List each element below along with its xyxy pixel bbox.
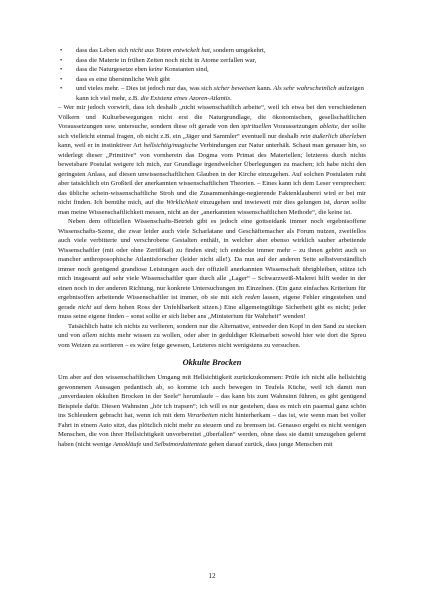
emphasis-text: Verarbeiten: [187, 412, 218, 419]
document-page: [58, 46, 366, 449]
bullet-item: • dass es eine übersinnliche Welt gibt: [58, 75, 366, 85]
page-number: 12: [208, 572, 216, 580]
emphasis-text: rein äußerlich überleben: [300, 132, 366, 140]
emphasis-text: allem: [82, 332, 98, 339]
emphasis-text: sicher beweisen: [213, 85, 256, 92]
paragraph: Tatsächlich hatte ich nichts zu verlieren, sondern nur die Alternative, entweder den Kopf in den Sand zu stecken und von allem nichts mehr wissen zu wollen, oder aber in geduldiger Kleinarbeit sowohl hier wie dort die Spreu vom Weizen zu sortieren – es wäre feige gewesen, Letzteres nicht wenigstens zu versuchen.: [58, 322, 367, 349]
section-heading: Okkulte Brocken: [182, 358, 242, 367]
paragraph: – Wer mir jedoch vorwirft, dass ich deshalb „nicht wissenschaftlich arbeite“, weil ich etwa bei den verschiedenen Völkern und Kulturbewegungen nicht erst die Naturgrundlage, die ökonomischen, gesellschaftlichen Voraussetzungen usw. untersuche, sondern diese oft gerade von den spirituellen Voraussetzungen ableite, der sollte sich vielleicht einmal fragen, ob nicht z.B. ein „Jäger und Sammler“ eventuell nur deshalb rein äußerlich überleben kann, weil er in instinktiver Art hellsichtig/magische Verbindungen zur Natur unterhält. Schaut man genauer hin, so widerlegt dieser „Primitive“ von vornherein das Dogma vom Primat des Materiellen; letzteres durch nichts beweisbare Postulat weigere ich mich, zur Grundlage irgendwelcher Überlegungen zu machen; ich habe nicht den geringsten Anlass, auf diesen unwissenschaftlichen Glauben in der Kirche einzugehen. Auf solchen Postulaten ruht aber tatsächlich ein Großteil der anerkannten wissenschaftlichen Theorien. – Eines kann ich dem Leser versprechen: das übliche schein-wissenschaftliche Stroh und die Zusammenhänge-negierende Faktenklauberei wird er bei mir nicht finden. Ich bemühe mich, auf die Wirklichkeit einzugehen und inwieweit mir dies gelungen ist, daran sollte man meine Wissenschaftlichkeit messen, nicht an der „anerkannten wissenschaftlichen Methode“, die keine ist.: [58, 104, 367, 216]
emphasis-text: nicht aus Totem entwickelt hat: [129, 47, 210, 54]
emphasis-text: nicht: [78, 303, 92, 311]
emphasis-text: Wirklichkeit: [166, 199, 198, 206]
emphasis-text: keine: [148, 66, 163, 73]
emphasis-text: reden: [245, 294, 260, 301]
emphasis-text: daran: [333, 199, 350, 206]
emphasis-text: ableite: [319, 123, 338, 130]
emphasis-text: die Existenz eines Azoren-Atlantis: [140, 94, 231, 102]
bullet-item: • und vieles mehr. – Dies ist jedoch nur das, was sich sicher beweisen kann. Als sehr wahrscheinlich aufzeigen kann ich viel mehr, z.B. die Existenz eines Azoren-Atlantis.: [58, 84, 366, 103]
emphasis-text: hellsichtig/magische: [143, 142, 198, 149]
bullet-item: • dass das Leben sich nicht aus Totem entwickelt hat, sondern umgekehrt,: [58, 46, 366, 56]
paragraph: Um aber auf den wissenschaftlichen Umgang mit Hellsichtigkeit zurückzukommen: Prüfe ich nicht alle hellsichtig gewonnenen Aussagen pedantisch ab, so komme ich auch bewegen in Teufels Küche, weil ich damit nun „unverdauten okkulten Brocken in der Seele“ herumlaufe – das kann bis zum Wahnsinn führen, es gibt genügend Beispiele dafür. Diesen Wahnsinn „hör ich trapsen“; ich will es nur gestehen, dass es mich ein paarmal ganz schön ins Schleudern gebracht hat, wenn ich mit dem Verarbeiten nicht hinterherkam – das ist, wie wenn man bei voller Fahrt in einem Auto sitzt, das plötzlich nicht mehr zu steuern und zu bremsen ist. Genauso ergeht es nicht wenigen Menschen, die von ihrer Hellsichtigkeit unvorbereitet „überfallen“ werden, ohne dass sie damit umzugehen gelernt haben (nicht wenige Amokläufe und Selbstmordattentate gehen darauf zurück, dass junge Menschen mit: [58, 374, 366, 448]
emphasis-text: Als sehr wahrscheinlich: [273, 85, 337, 92]
emphasis-text: Selbstmordattentate: [154, 440, 208, 448]
paragraph: Neben dem offiziellen Wissenschafts-Betrieb gibt es jedoch eine gottseidank immer noch ergebnisoffene Wissenschafts-Szene, die zwar leider auch viele Scharlatane und Geschäftemacher als Forum nutzen, zweifellos auch viele verbitterte und verschrobene Gestalten enthält, in welcher aber ebenso wirklich sauber arbeitende Wissenschaftler (mit oder ohne Zertifikat) zu finden sind; ich entdecke immer mehr – zu ihnen gehört auch so mancher anthroposophische Atlantisforscher (leider nicht alle!). Da nun auf der anderen Seite selbstverständlich immer noch genügend grandiose Leistungen auch der offiziell anerkannten Wissenschaft übrigbleiben, stütze ich mich insgesamt auf sehr viele Wissenschaftler quer durch alle „Lager“ – Schwarzweiß-Malerei hilft weder in der einen noch in der anderen Richtung, nur konkrete Untersuchungen im Einzelnen. (Ein ganz einfaches Kriterium für ergebnisoffen arbeitende Wissenschaftler ist immer, ob sie mit sich reden lassen, eigene Fehler eingestehen und gerade nicht auf dem hohen Ross der Unfehlbarkeit sitzen.) Eine allgemeingültige Sicherheit gibt es nicht; jeder muss seine eigene finden – sonst sollte er sich lieber ans „Ministerium für Wahrheit“ wenden!: [58, 218, 367, 320]
bullet-item: • dass die Materie in frühen Zeiten noch nicht in Atome zerfallen war,: [58, 56, 366, 66]
bullet-list: [58, 46, 366, 103]
emphasis-text: Amokläufe: [113, 440, 142, 448]
bullet-item: • dass die Naturgesetze eben keine Konstanten sind,: [58, 65, 366, 75]
emphasis-text: spirituellen: [241, 123, 272, 130]
